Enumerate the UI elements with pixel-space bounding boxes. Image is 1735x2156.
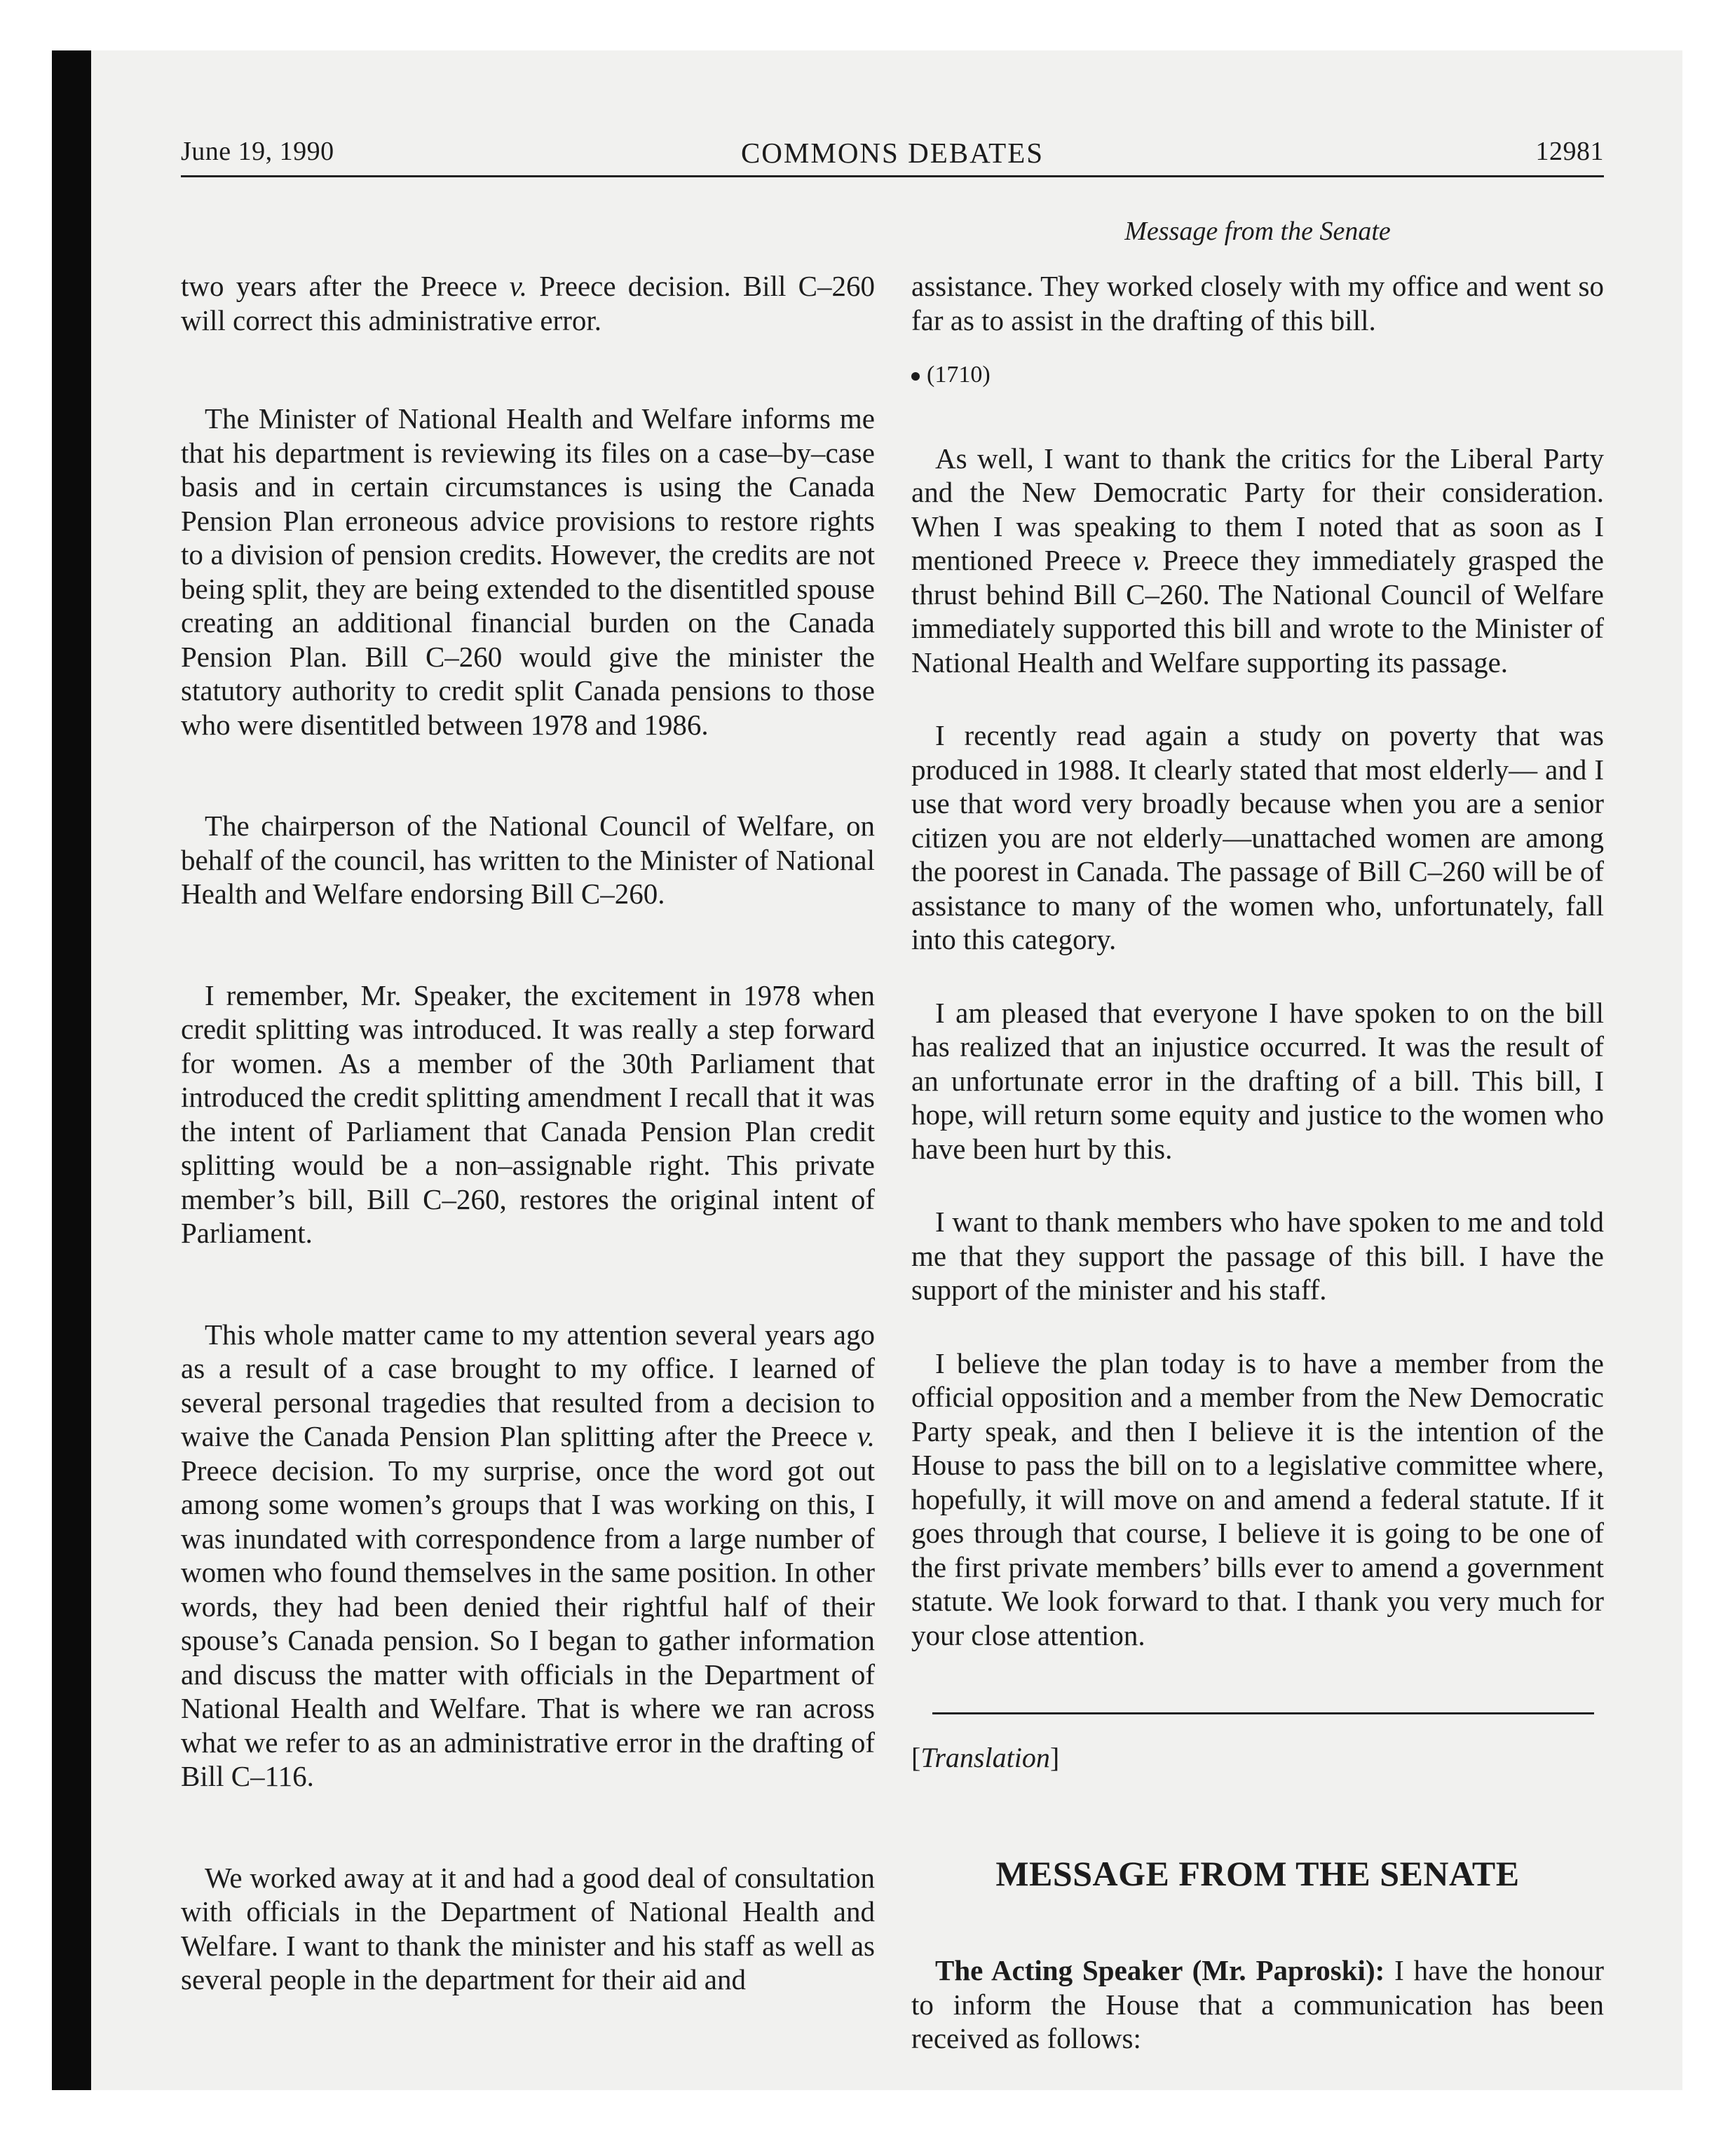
header-title: COMMONS DEBATES: [740, 137, 1045, 169]
paragraph: The Acting Speaker (Mr. Paproski): I have the honour to inform the House that a communication has been received as follows:: [911, 1954, 1604, 2054]
paragraph: As well, I want to thank the critics for the Liberal Party and the New Democratic Party for their consideration. When I was speaking to them I noted that as soon as I mentioned Preece v. Preece they immediately grasped the thrust behind Bill C–260. The National Council of Welfare immediately supported this bill and wrote to the Minister of National Health and Welfare supporting its passage.: [911, 442, 1604, 678]
paragraph: We worked away at it and had a good deal of consultation with officials in the Department of National Health and Welfare. I want to thank the minister and his staff as well as several people in the department for their aid and: [181, 1861, 875, 1995]
header-date: June 19, 1990: [181, 137, 334, 166]
paragraph: I remember, Mr. Speaker, the excitement in 1978 when credit splitting was introduced. It was really a step forward for women. As a member of the 30th Parliament that introduced the credit splitting amendment I recall that it was the intent of Parliament that Canada Pension Plan credit splitting would be a non–assignable right. This private member’s bill, Bill C–260, restores the original intent of Parliament.: [181, 978, 875, 1249]
section-divider: [932, 1712, 1594, 1714]
left-column: [181, 269, 875, 2064]
right-column: [911, 269, 1604, 2095]
paragraph: The chairperson of the National Council of Welfare, on behalf of the council, has written to the Minister of National Health and Welfare endorsing Bill C–260.: [181, 810, 875, 910]
speaker-name: The Acting Speaker (Mr. Paproski):: [935, 1954, 1385, 1986]
bullet-icon: [911, 372, 920, 381]
translation-note: [Translation]: [911, 1742, 1060, 1773]
time-marker: (1710): [911, 358, 1604, 393]
paragraph: I am pleased that everyone I have spoken to on the bill has realized that an injustice occurred. It was the result of an unfortunate error in the drafting of a bill. This bill, I hope, will return some equity and justice to the women who have been hurt by this.: [911, 996, 1604, 1165]
section-heading: MESSAGE FROM THE SENATE: [995, 1853, 1520, 1893]
running-head: Message from the Senate: [1124, 217, 1391, 246]
paragraph: The Minister of National Health and Welfare informs me that his department is reviewing its files on a case–by–case basis and in certain circumstances is using the Canada Pension Plan erroneous advice provisions to restore rights to a division of pension credits. However, the credits are not being split, they are being extended to the disentitled spouse creating an additional financial burden on the Canada Pension Plan. Bill C–260 would give the minister the statutory authority to credit split Canada pensions to those who were disentitled between 1978 and 1986.: [181, 402, 875, 741]
paragraph: assistance. They worked closely with my office and went so far as to assist in the drafting of this bill.: [911, 270, 1604, 336]
header-page-number: 12981: [1535, 137, 1604, 166]
paragraph: This whole matter came to my attention several years ago as a result of a case brought to my office. I learned of several personal tragedies that resulted from a decision to waive the Canada Pension Plan splitting after the Preece v. Preece decision. To my surprise, once the word got out among some women’s groups that I was working on this, I was inundated with correspondence from a large number of women who found themselves in the same position. In other words, they had been denied their rightful half of their spouse’s Canada pension. So I began to gather information and discuss the matter with officials in the Department of National Health and Welfare. That is where we ran across what we refer to as an administrative error in the drafting of Bill C–116.: [181, 1318, 875, 1792]
binding-edge: [52, 50, 91, 2090]
paragraph: I recently read again a study on poverty that was produced in 1988. It clearly stated that most elderly— and I use that word very broadly because when you are a senior citizen you are not elderly—unattached women are among the poorest in Canada. The passage of Bill C–260 will be of assistance to many of the women who, unfortunately, fall into this category.: [911, 719, 1604, 955]
paragraph: I believe the plan today is to have a member from the official opposition and a member from the New Democratic Party speak, and then I believe it is the intention of the House to pass the bill on to a legislative committee where, hopefully, it will move on and amend a federal statute. If it goes through that course, I believe it is going to be one of the first private members’ bills ever to amend a government statute. We look forward to that. I thank you very much for your close attention.: [911, 1346, 1604, 1651]
page-header: [181, 132, 1604, 174]
paragraph: two years after the Preece v. Preece decision. Bill C–260 will correct this administrative error.: [181, 270, 876, 336]
paragraph: I want to thank members who have spoken to me and told me that they support the passage of this bill. I have the support of the minister and his staff.: [911, 1206, 1604, 1306]
header-rule: [181, 175, 1604, 177]
